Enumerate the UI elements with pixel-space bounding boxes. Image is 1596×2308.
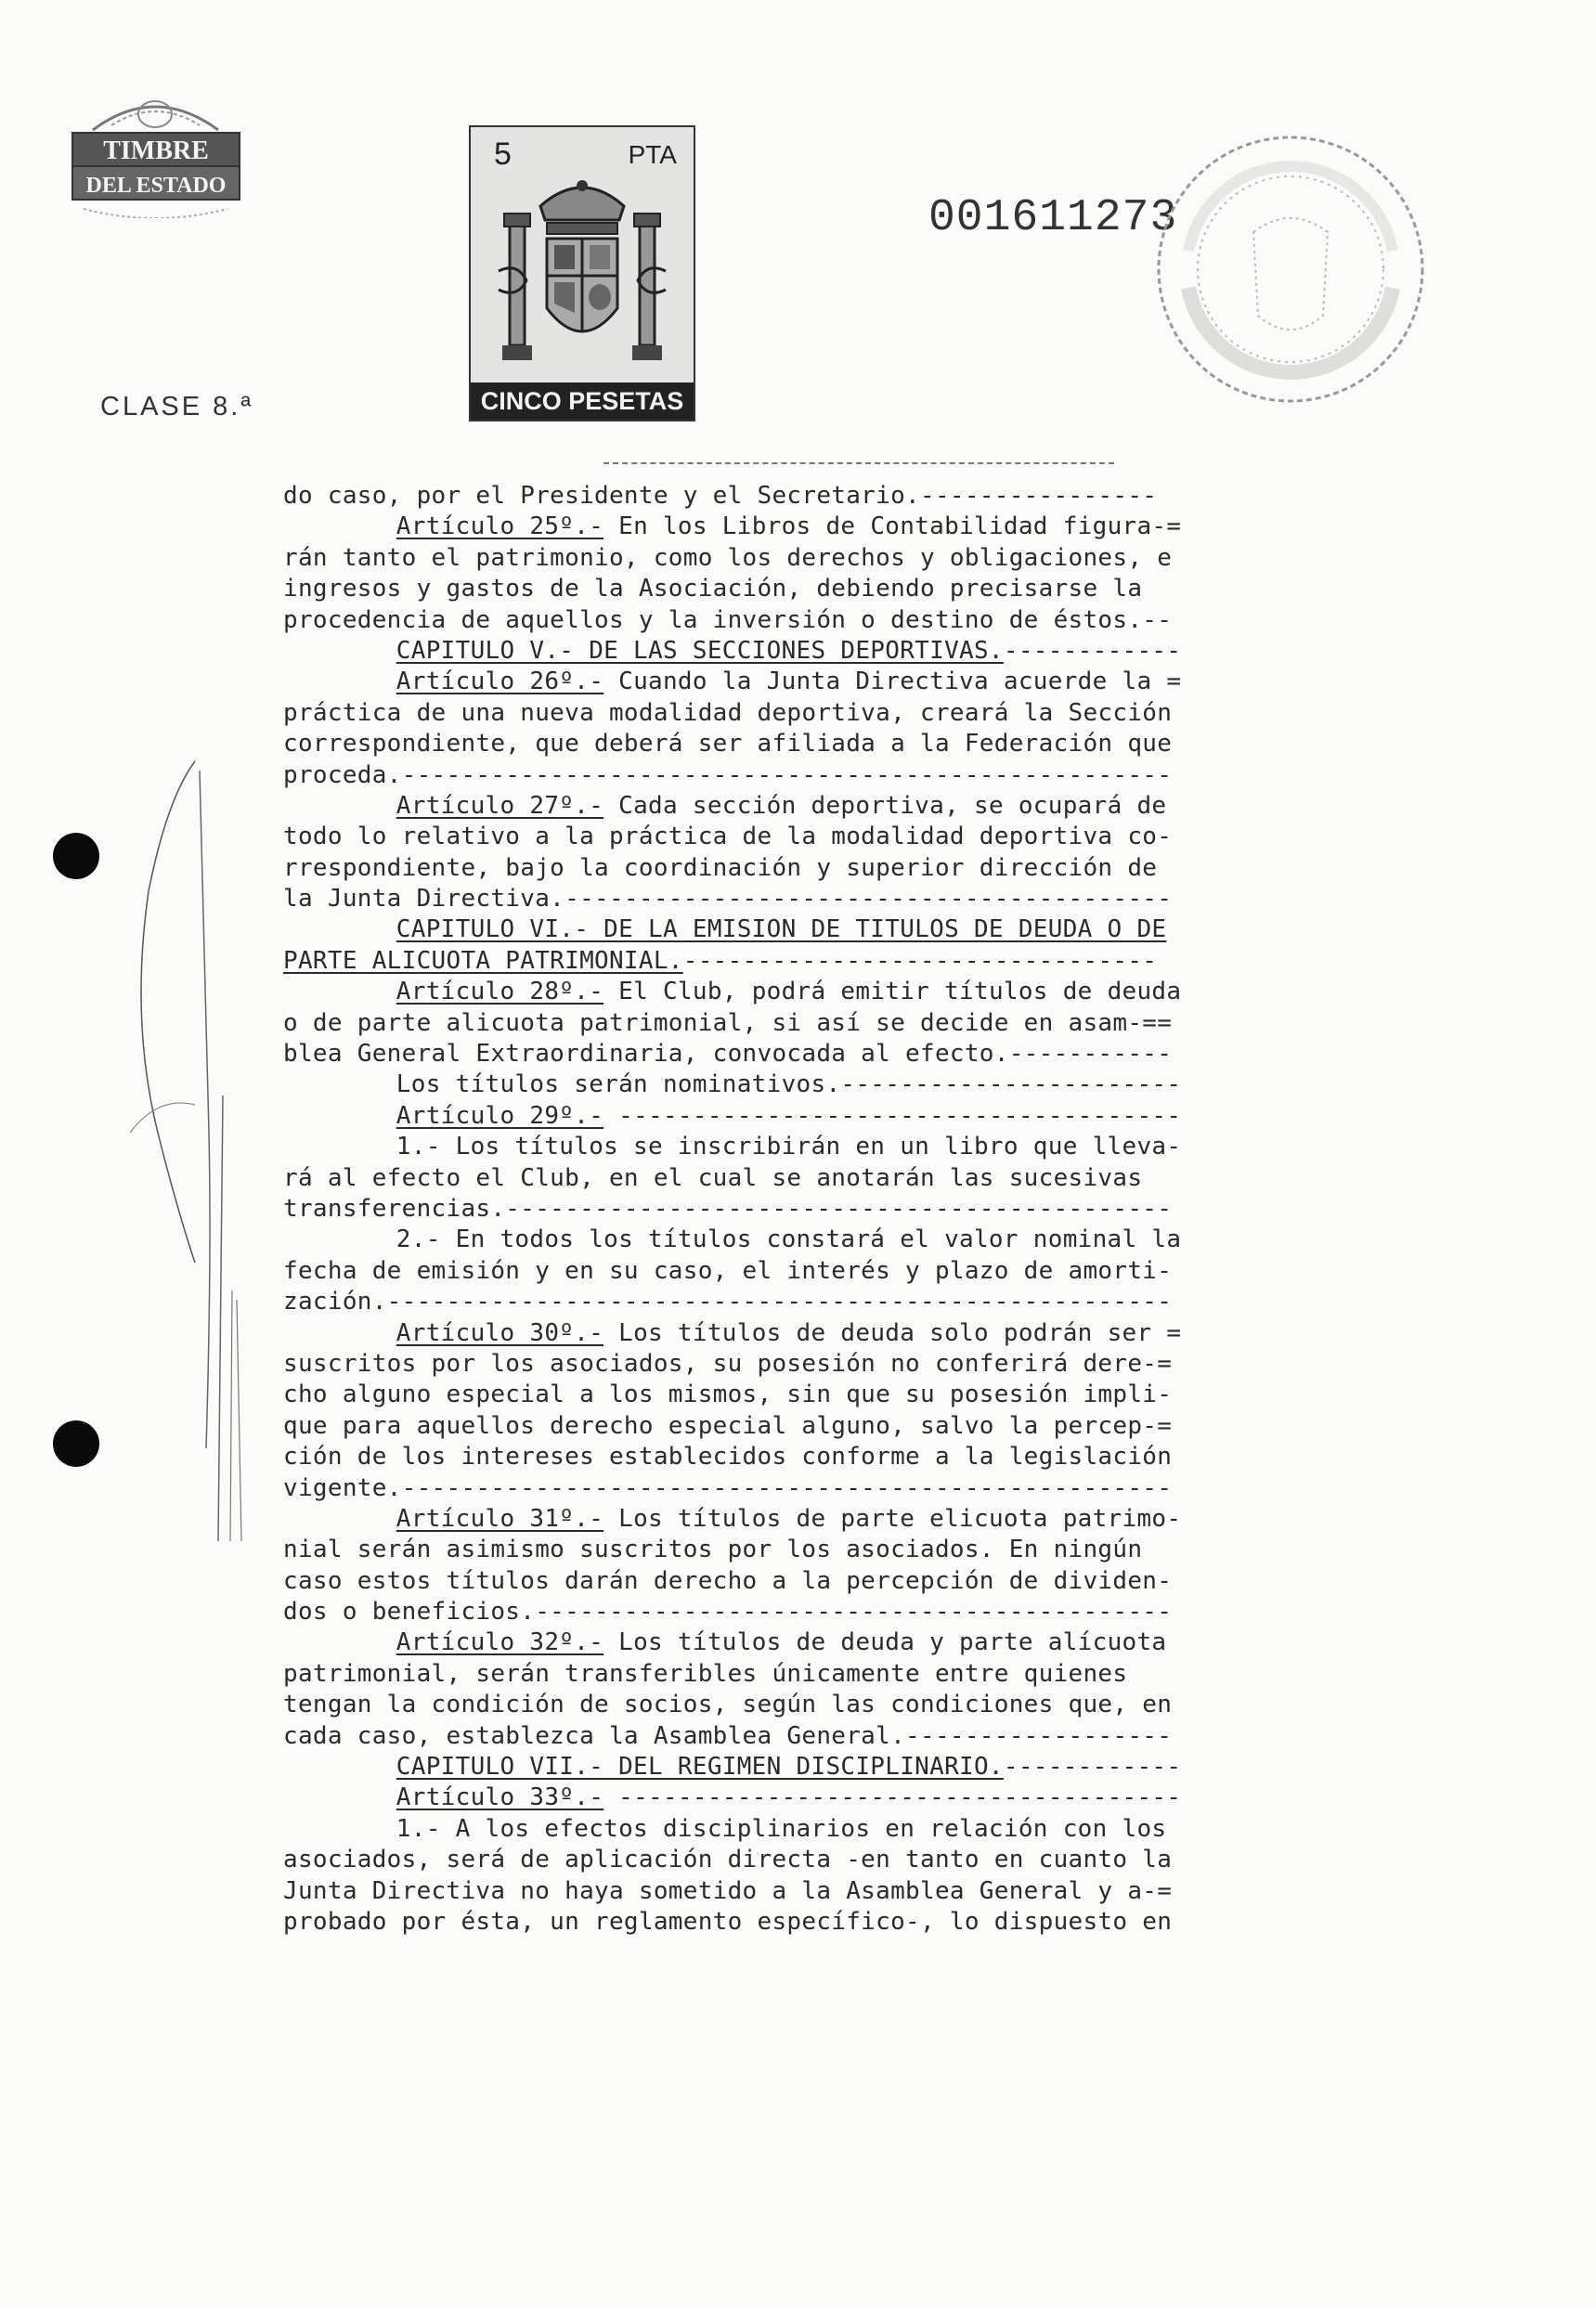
- text-span: zación.-----------------------------------------------------: [283, 1288, 1173, 1316]
- text-line: [283, 1566, 1244, 1597]
- text-line: [283, 1318, 1244, 1349]
- text-heading: PARTE ALICUOTA PATRIMONIAL.: [283, 946, 683, 975]
- text-span: suscritos por los asociados, su posesión no conferirá dere-=: [283, 1349, 1173, 1378]
- text-span: 2.- En todos los títulos constará el valor nominal la: [396, 1225, 1182, 1254]
- text-span: la Junta Directiva.-----------------------------------------: [283, 885, 1173, 914]
- text-span: transferencias.---------------------------------------------: [283, 1194, 1173, 1223]
- text-heading: CAPITULO VII.- DEL REGIMEN DISCIPLINARIO.: [396, 1753, 1004, 1782]
- text-span: ción de los intereses establecidos conforme a la legislación: [283, 1443, 1173, 1472]
- text-line: [283, 1256, 1244, 1287]
- text-line: [283, 1411, 1244, 1442]
- text-span: cho alguno especial a los mismos, sin que su posesión impli-: [283, 1381, 1173, 1409]
- text-line: [283, 853, 1244, 884]
- text-heading: Artículo 31º.-: [396, 1504, 604, 1533]
- timbre-line1: TIMBRE: [103, 136, 209, 165]
- text-span: Los títulos serán nominativos.-----------------------: [396, 1070, 1182, 1099]
- text-line: [283, 884, 1244, 914]
- text-line: [283, 1473, 1244, 1504]
- text-line: [283, 1690, 1244, 1720]
- text-line: [283, 1442, 1244, 1472]
- margin-pencil-marks: [102, 743, 269, 1541]
- text-line: [283, 822, 1244, 852]
- text-line: [283, 1225, 1244, 1255]
- text-line: [283, 636, 1244, 667]
- text-span: dos o beneficios.-------------------------------------------: [283, 1598, 1173, 1627]
- text-span: todo lo relativo a la práctica de la modalidad deportiva co-: [283, 823, 1173, 851]
- text-line: [283, 605, 1244, 636]
- text-line: [283, 791, 1244, 822]
- stamp-label: CINCO PESETAS: [471, 383, 694, 420]
- text-span: Los títulos de deuda y parte alícuota: [603, 1628, 1167, 1657]
- text-span: patrimonial, serán transferibles únicamente entre quienes: [283, 1659, 1128, 1688]
- text-span: proceda.----------------------------------------------------: [283, 760, 1173, 789]
- text-heading: Artículo 26º.-: [396, 668, 604, 696]
- text-span: Cuando la Junta Directiva acuerde la =: [603, 668, 1182, 696]
- text-line: [283, 1721, 1244, 1752]
- text-span: rán tanto el patrimonio, como los derechos y obligaciones, e: [283, 543, 1173, 572]
- text-line: [283, 946, 1244, 977]
- text-span: caso estos títulos darán derecho a la percepción de dividen-: [283, 1566, 1173, 1595]
- text-span: rá al efecto el Club, en el cual se anotarán las sucesivas: [283, 1163, 1143, 1192]
- text-line: [283, 698, 1244, 729]
- text-line: [283, 1535, 1244, 1565]
- text-span: --------------------------------------: [603, 1783, 1182, 1812]
- text-line: [283, 481, 1244, 512]
- text-line: [283, 1070, 1244, 1100]
- text-span: En los Libros de Contabilidad figura-=: [603, 512, 1182, 541]
- text-span: procedencia de aquellos y la inversión o destino de éstos.--: [283, 605, 1173, 634]
- text-line: [283, 977, 1244, 1007]
- text-span: Cada sección deportiva, se ocupará de: [603, 791, 1167, 820]
- serial-number: 001611273: [928, 193, 1178, 243]
- text-line: [283, 914, 1244, 945]
- text-span: o de parte alicuota patrimonial, si así se decide en asam-==: [283, 1008, 1173, 1037]
- text-span: que para aquellos derecho especial alguno, salvo la percep-=: [283, 1411, 1173, 1440]
- text-line: [283, 1008, 1244, 1039]
- text-span: asociados, será de aplicación directa -en tanto en cuanto la: [283, 1846, 1173, 1874]
- text-line: [283, 1876, 1244, 1907]
- revenue-stamp: [469, 125, 695, 421]
- text-span: 1.- Los títulos se inscribirán en un libro que lleva-: [396, 1133, 1182, 1161]
- text-span: correspondiente, que deberá ser afiliada a la Federación que: [283, 730, 1173, 759]
- presidencia-seal: [1151, 130, 1430, 408]
- text-line: [283, 1783, 1244, 1813]
- text-line: [283, 1132, 1244, 1162]
- clase-label: CLASE 8.ª: [100, 392, 254, 421]
- text-line: [283, 1659, 1244, 1690]
- timbre-del-estado-logo: [56, 88, 255, 218]
- text-span: 1.- A los efectos disciplinarios en relación con los: [396, 1814, 1167, 1843]
- text-line: [283, 1504, 1244, 1535]
- text-span: Junta Directiva no haya sometido a la Asamblea General y a-=: [283, 1876, 1173, 1905]
- text-span: vigente.----------------------------------------------------: [283, 1473, 1173, 1502]
- text-heading: Artículo 28º.-: [396, 978, 604, 1006]
- stamp-unit: PTA: [628, 140, 677, 169]
- text-heading: Artículo 27º.-: [396, 791, 604, 820]
- text-line: [283, 1845, 1244, 1875]
- text-span: cada caso, establezca la Asamblea General.------------------: [283, 1721, 1173, 1750]
- text-span: rrespondiente, bajo la coordinación y superior dirección de: [283, 853, 1158, 882]
- text-span: probado por ésta, un reglamento específico-, lo dispuesto en: [283, 1907, 1173, 1936]
- punch-hole: [53, 833, 99, 879]
- top-dashed-rule: [603, 462, 1114, 464]
- text-span: tengan la condición de socios, según las condiciones que, en: [283, 1691, 1173, 1719]
- document-body: [283, 481, 1244, 1938]
- text-line: [283, 1287, 1244, 1317]
- text-line: [283, 1814, 1244, 1845]
- text-line: [283, 1039, 1244, 1070]
- text-line: [283, 1907, 1244, 1938]
- text-heading: Artículo 25º.-: [396, 512, 604, 541]
- stamp-value: 5: [494, 136, 512, 172]
- text-span: fecha de emisión y en su caso, el interés y plazo de amorti-: [283, 1256, 1173, 1285]
- text-heading: Artículo 33º.-: [396, 1783, 604, 1812]
- text-span: --------------------------------------: [603, 1101, 1182, 1130]
- text-line: [283, 512, 1244, 542]
- text-span: --------------------------------: [682, 946, 1158, 975]
- text-line: [283, 1752, 1244, 1783]
- text-line: [283, 1194, 1244, 1225]
- text-heading: Artículo 30º.-: [396, 1318, 604, 1347]
- text-span: blea General Extraordinaria, convocada al efecto.-----------: [283, 1040, 1173, 1069]
- text-span: ------------: [1003, 1753, 1182, 1782]
- text-heading: CAPITULO VI.- DE LA EMISION DE TITULOS DE DEUDA O DE: [396, 915, 1167, 944]
- text-span: Los títulos de deuda solo podrán ser =: [603, 1318, 1182, 1347]
- text-span: nial serán asimismo suscritos por los asociados. En ningún: [283, 1536, 1143, 1564]
- text-span: El Club, podrá emitir títulos de deuda: [603, 978, 1182, 1006]
- text-line: [283, 543, 1244, 574]
- text-heading: Artículo 32º.-: [396, 1628, 604, 1657]
- text-line: [283, 760, 1244, 791]
- text-span: do caso, por el Presidente y el Secretario.----------------: [283, 482, 1158, 510]
- text-line: [283, 729, 1244, 759]
- text-line: [283, 1597, 1244, 1627]
- text-span: ------------: [1003, 636, 1182, 665]
- text-span: práctica de una nueva modalidad deportiva, creará la Sección: [283, 698, 1173, 727]
- text-line: [283, 1101, 1244, 1132]
- text-line: [283, 667, 1244, 697]
- coat-of-arms-icon: [489, 169, 675, 373]
- text-heading: Artículo 29º.-: [396, 1101, 604, 1130]
- punch-hole: [53, 1420, 99, 1467]
- text-span: ingresos y gastos de la Asociación, debiendo precisarse la: [283, 575, 1143, 603]
- text-heading: CAPITULO V.- DE LAS SECCIONES DEPORTIVAS.: [396, 636, 1004, 665]
- text-span: Los títulos de parte elicuota patrimo-: [603, 1504, 1182, 1533]
- timbre-line2: DEL ESTADO: [85, 174, 227, 198]
- text-line: [283, 1349, 1244, 1380]
- text-line: [283, 574, 1244, 604]
- text-line: [283, 1380, 1244, 1410]
- text-line: [283, 1163, 1244, 1194]
- text-line: [283, 1627, 1244, 1658]
